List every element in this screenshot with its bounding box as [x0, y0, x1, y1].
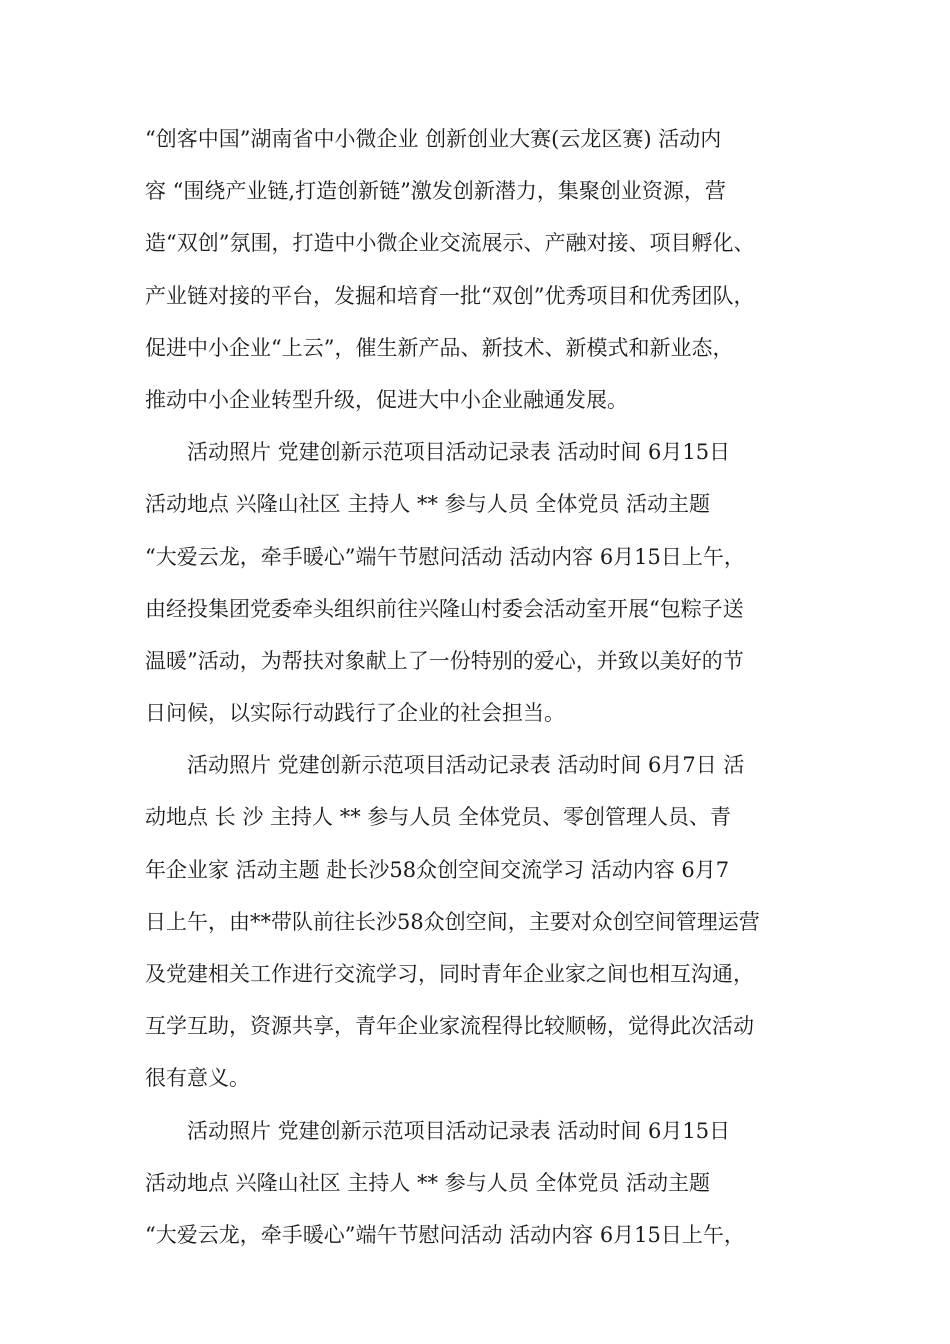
- text-line: 互学互助，资源共享，青年企业家流程得比较顺畅，觉得此次活动: [145, 1014, 754, 1039]
- text-line: 及党建相关工作进行交流学习，同时青年企业家之间也相互沟通，: [145, 962, 754, 986]
- text-line: 造“双创”氛围，打造中小微企业交流展示、产融对接、项目孵化、: [145, 231, 755, 256]
- paragraph-3: [145, 743, 825, 1108]
- text-line: 活动照片 党建创新示范项目活动记录表 活动时间 6月15日: [187, 440, 731, 465]
- text-line: 年企业家 活动主题 赴长沙58众创空间交流学习 活动内容 6月7: [145, 857, 730, 882]
- text-line: 促进中小企业“上云”，催生新产品、新技术、新模式和新业态，: [145, 335, 734, 360]
- text-line: “大爱云龙，牵手暖心”端午节慰问活动 活动内容 6月15日上午，: [145, 1222, 745, 1247]
- text-line: 产业链对接的平台，发掘和培育一批“双创”优秀项目和优秀团队，: [145, 283, 755, 308]
- text-line: “创客中国”湖南省中小微企业 创新创业大赛(云龙区赛) 活动内: [145, 127, 722, 151]
- text-line: 活动地点 兴隆山社区 主持人 ** 参与人员 全体党员 活动主题: [145, 1170, 711, 1195]
- text-line: 活动地点 兴隆山社区 主持人 ** 参与人员 全体党员 活动主题: [145, 492, 711, 517]
- document-body: [145, 117, 825, 1265]
- text-line: 温暖”活动，为帮扶对象献上了一份特别的爱心，并致以美好的节: [145, 648, 744, 673]
- paragraph-2: [145, 430, 825, 743]
- paragraph-4: [145, 1109, 825, 1266]
- text-line: 活动照片 党建创新示范项目活动记录表 活动时间 6月15日: [187, 1118, 731, 1143]
- text-line: 容 “围绕产业链,打造创新链”激发创新潜力，集聚创业资源，营: [145, 179, 726, 204]
- text-line: 推动中小企业转型升级，促进大中小企业融通发展。: [145, 387, 628, 412]
- text-line: 日问候，以实际行动践行了企业的社会担当。: [145, 701, 565, 726]
- text-line: 由经投集团党委牵头组织前往兴隆山村委会活动室开展“包粽子送: [145, 596, 744, 621]
- text-line: 很有意义。: [145, 1066, 250, 1091]
- text-line: 日上午，由**带队前往长沙58众创空间，主要对众创空间管理运营: [145, 909, 760, 934]
- text-line: “大爱云龙，牵手暖心”端午节慰问活动 活动内容 6月15日上午，: [145, 544, 745, 569]
- text-line: 活动照片 党建创新示范项目活动记录表 活动时间 6月7日 活: [187, 753, 745, 778]
- paragraph-1: [145, 117, 825, 430]
- text-line: 动地点 长 沙 主持人 ** 参与人员 全体党员、零创管理人员、青: [145, 805, 732, 830]
